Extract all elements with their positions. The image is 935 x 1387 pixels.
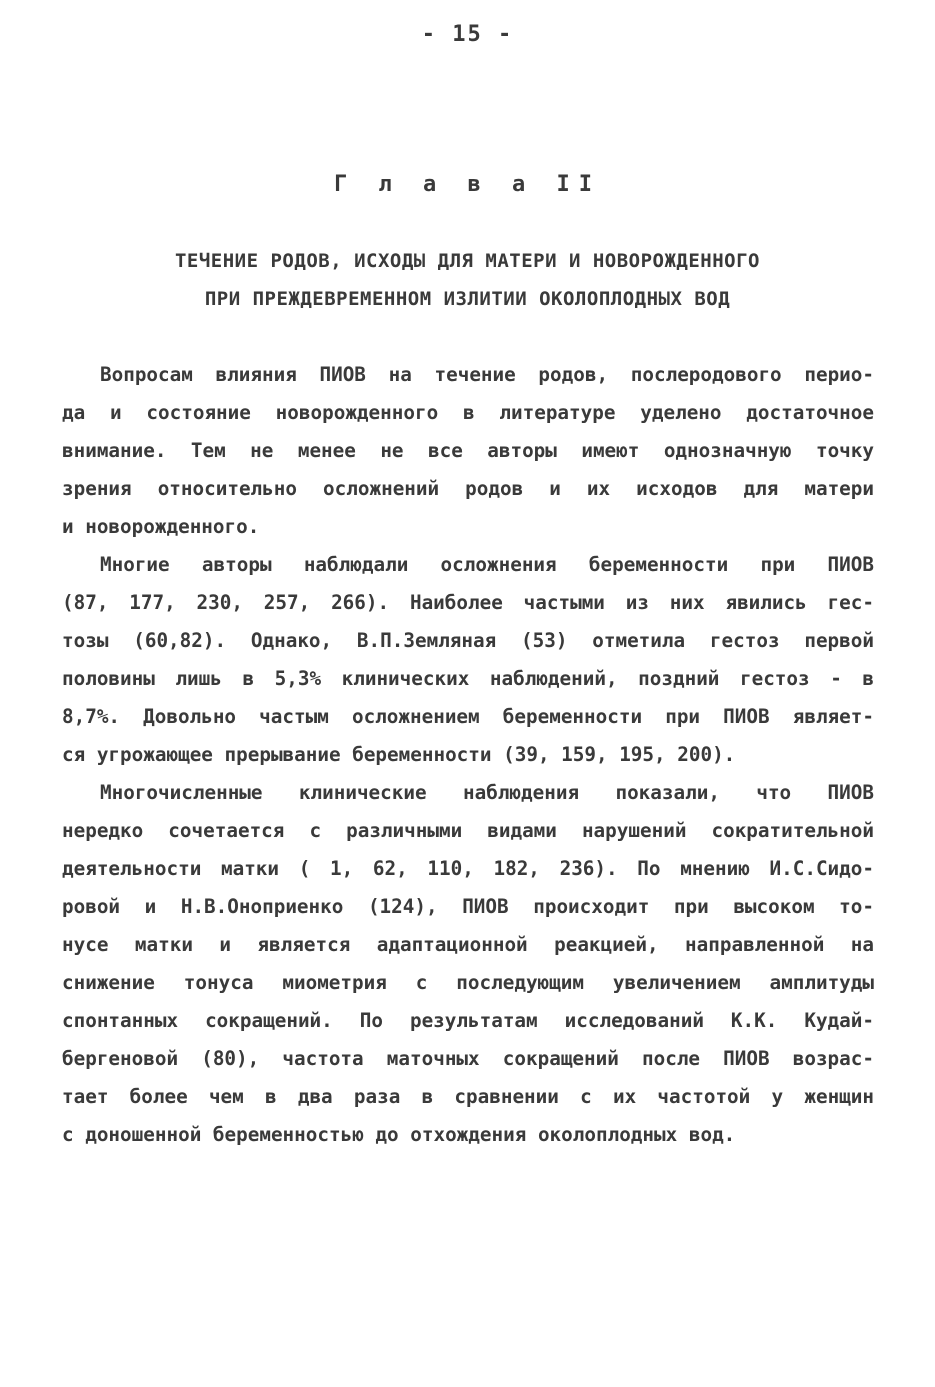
text-line: да и состояние новорожденного в литературе уделено достаточное — [62, 401, 874, 424]
text-line: с доношенной беременностью до отхождения околоплодных вод. — [62, 1123, 736, 1146]
text-line: нусе матки и является адаптационной реакцией, направленной на — [62, 933, 874, 956]
text-line: Вопросам влияния ПИОВ на течение родов, послеродового перио- — [100, 363, 874, 386]
chapter-title — [60, 242, 875, 318]
text-line: зрения относительно осложнений родов и их исходов для матери — [62, 477, 874, 500]
chapter-label: Г л а в а II — [334, 172, 601, 197]
text-line: половины лишь в 5,3% клинических наблюдений, поздний гестоз - в — [62, 667, 874, 690]
text-line: внимание. Тем не менее не все авторы имеют однозначную точку — [62, 439, 874, 462]
text-line: бергеновой (80), частота маточных сокращений после ПИОВ возрас- — [62, 1047, 874, 1070]
text-line: тозы (60,82). Однако, В.П.Земляная (53) отметила гестоз первой — [62, 629, 874, 652]
text-line: и новорожденного. — [62, 515, 260, 538]
text-line: Многие авторы наблюдали осложнения беременности при ПИОВ — [100, 553, 874, 576]
text-line: деятельности матки ( 1, 62, 110, 182, 236). По мнению И.С.Сидо- — [62, 857, 874, 880]
text-line: тает более чем в два раза в сравнении с их частотой у женщин — [62, 1085, 874, 1108]
chapter-title-line: ПРИ ПРЕЖДЕВРЕМЕННОМ ИЗЛИТИИ ОКОЛОПЛОДНЫХ ВОД — [204, 288, 731, 310]
text-line: ровой и Н.В.Оноприенко (124), ПИОВ происходит при высоком то- — [62, 895, 874, 918]
text-line: спонтанных сокращений. По результатам исследований К.К. Кудай- — [62, 1009, 874, 1032]
text-line: снижение тонуса миометрия с последующим увеличением амплитуды — [62, 971, 874, 994]
text-line: нередко сочетается с различными видами нарушений сократительной — [62, 819, 874, 842]
text-line: ся угрожающее прерывание беременности (39, 159, 195, 200). — [62, 743, 736, 766]
text-line: 8,7%. Довольно частым осложнением беременности при ПИОВ являет- — [62, 705, 874, 728]
chapter-title-line: ТЕЧЕНИЕ РОДОВ, ИСХОДЫ ДЛЯ МАТЕРИ И НОВОРОЖДЕННОГО — [174, 250, 760, 272]
body-text — [62, 356, 874, 1154]
page-number: - 15 - — [421, 22, 514, 47]
text-line: (87, 177, 230, 257, 266). Наиболее частыми из них явились гес- — [62, 591, 874, 614]
text-line: Многочисленные клинические наблюдения показали, что ПИОВ — [100, 781, 874, 804]
